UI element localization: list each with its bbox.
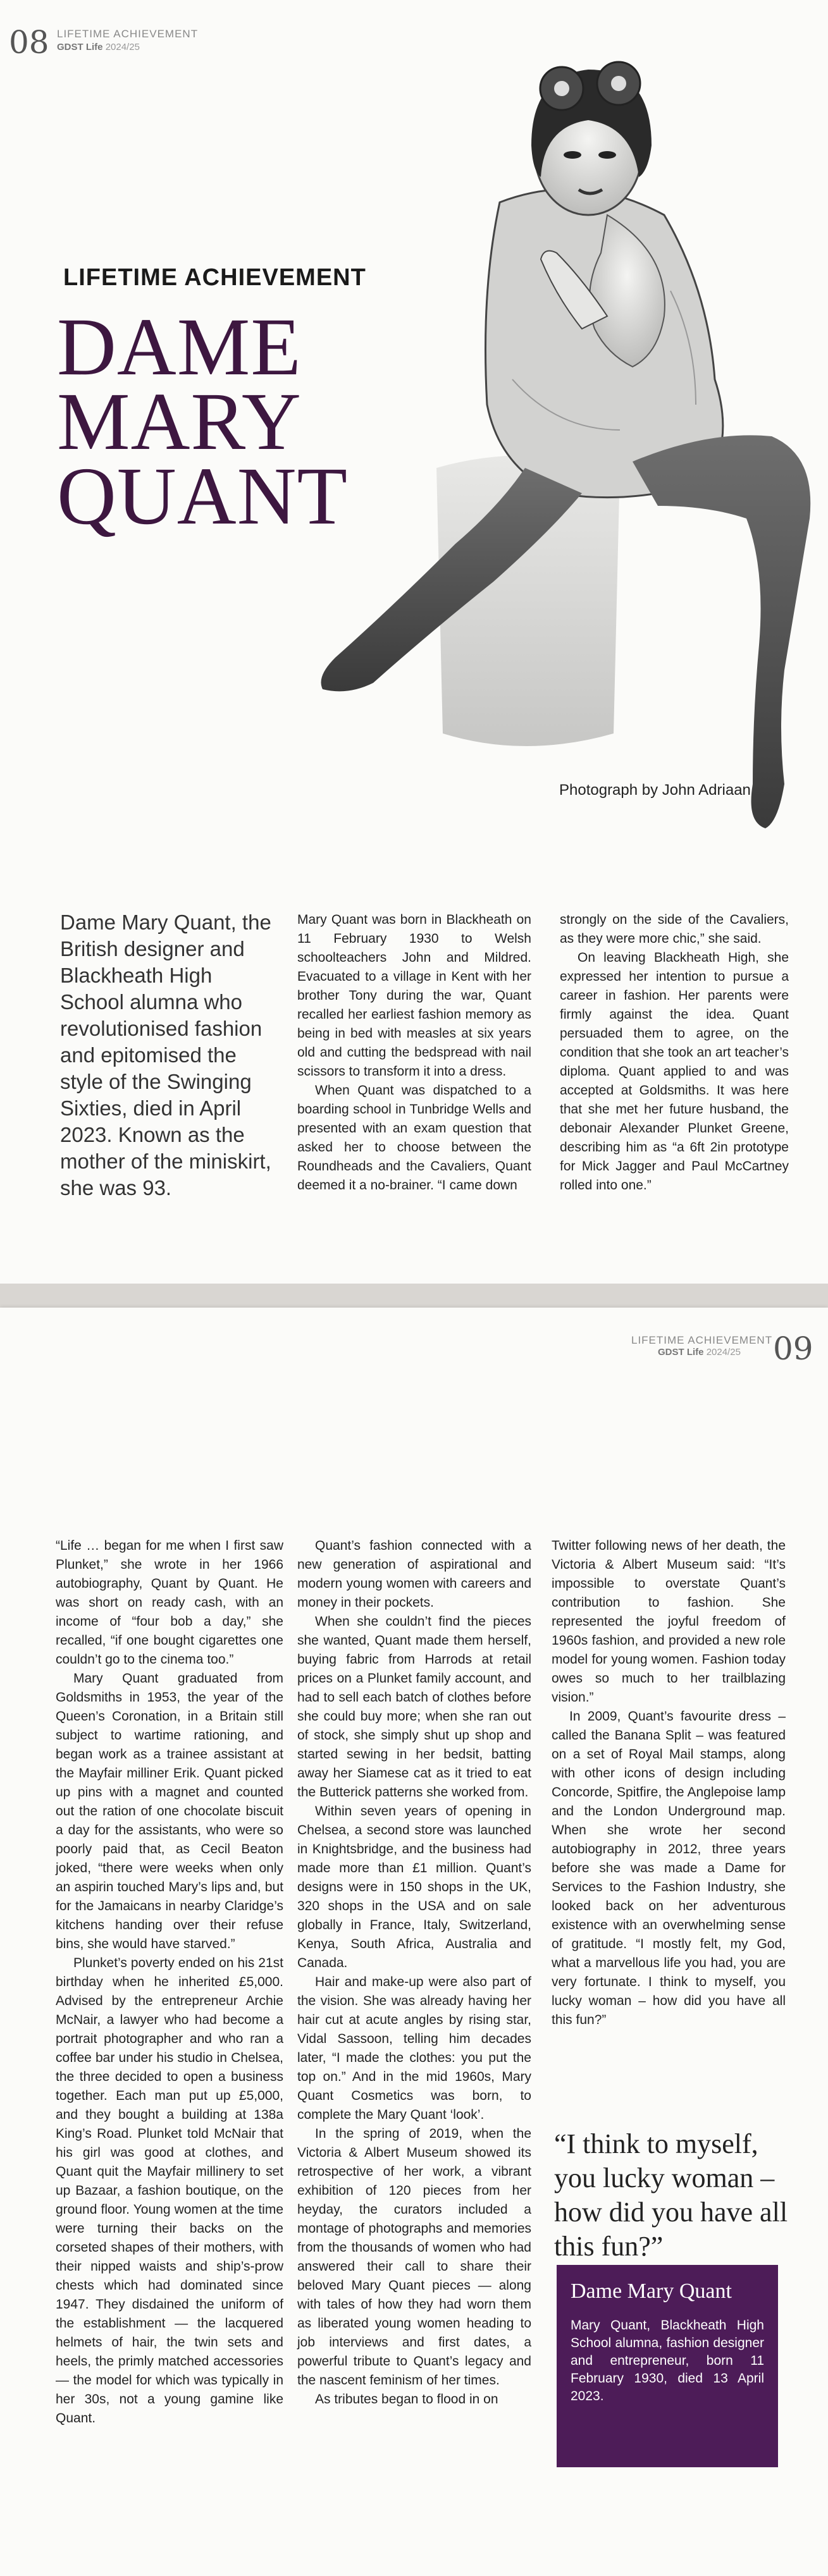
section-kicker: LIFETIME ACHIEVEMENT — [63, 264, 366, 291]
paragraph: Hair and make-up were also part of the vision. She was already having her hair cut at acute angles by rising star, Vidal Sassoon, telling him decades later, “I made the clothes: you put the top on.” And in the mid 1960s, Mary Quant Cosmetics was born, to complete the Mary Quant ‘look’. — [297, 1975, 531, 2122]
paragraph: In the spring of 2019, when the Victoria & Albert Museum showed its retrospective of her work, a vibrant exhibition of 120 pieces from her heyday, the curators included a montage of photographs and memories from the thousands of women who had answered their call to share their beloved Mary Quant pieces — along with tales of how they had worn them as liberated young women heading to job interviews and first dates, a powerful tribute to Quant’s legacy and the nascent feminism of her times. — [297, 2126, 531, 2388]
page-number: 08 — [9, 24, 49, 61]
info-box-text: Mary Quant, Blackheath High School alumna, fashion designer and entrepreneur, born 11 February 1930, died 13 April 2023. — [571, 2318, 764, 2403]
photo-credit: Photograph by John Adriaan — [559, 782, 751, 799]
headline-line-2: MARY — [57, 376, 302, 467]
headline-line-3: QUANT — [57, 451, 348, 542]
article-column-3 — [552, 1536, 786, 2030]
paragraph: Mary Quant was born in Blackheath on 11 February 1930 to Welsh schoolteachers John and Mildred. Evacuated to a village in Kent with her brother Tony during the war, Quant recalled her earliest fashion memory as being in bed with measles at six years old and cutting the bedspread with nail scissors to transform it into a dress. — [297, 912, 531, 1079]
info-box — [557, 2265, 778, 2467]
paragraph: Twitter following news of her death, the Victoria & Albert Museum said: “It’s impossible to overstate Quant’s contribution to fashion. She represented the joyful freedom of 1960s fashion, and provided a new role model for young women. Fashion today owes so much to her trailblazing vision.” — [552, 1538, 786, 1705]
running-header-title: LIFETIME ACHIEVEMENT — [631, 1334, 773, 1346]
article-column-2 — [297, 1536, 531, 2409]
info-box-title: Dame Mary Quant — [571, 2279, 732, 2303]
headline — [57, 302, 348, 542]
paragraph: Mary Quant graduated from Goldsmiths in 1953, the year of the Queen’s Coronation, in a Britain still subject to wartime rationing, and began work as a trainee assistant at the Mayfair milliner Erik. Quant picked up pins with a magnet and counted out the ration of one chocolate biscuit a day for the assistants, who were so poorly paid that, as Cecil Beaton joked, “there were weeks when only an aspirin touched Mary’s lips and, but for the Jamaicans in nearby Claridge’s kitchens handing over their refuse bins, she would have starved.” — [56, 1671, 283, 1951]
magazine-page-left — [0, 0, 828, 1284]
paragraph: Quant’s fashion connected with a new generation of aspirational and modern young women with careers and money in their pockets. — [297, 1538, 531, 1610]
publication-year: 2024/25 — [105, 42, 140, 52]
page-gutter — [0, 1284, 828, 1308]
paragraph: As tributes began to flood in on — [315, 2392, 498, 2407]
article-column-2 — [297, 911, 531, 1195]
paragraph: When she couldn’t find the pieces she wanted, Quant made them herself, buying fabric from Harrods at retail prices on a Plunket family account, and had to sell each batch of clothes before she could buy more; when she ran out of stock, she simply shut up shop and started sewing in her bedsit, batting away her Siamese cat as it tried to eat the Butterick patterns she worked from. — [297, 1614, 531, 1800]
headline-line-1: DAME — [57, 302, 302, 393]
paragraph: In 2009, Quant’s favourite dress – called the Banana Split – was featured on a set of Royal Mail stamps, along with other icons of design including Concorde, Spitfire, the Anglepoise lamp and the London Underground map. When she wrote her second autobiography in 2012, three years before she was made a Dame for Services to the Fashion Industry, she looked back on her adventurous existence with an overwhelming sense of gratitude. “I mostly felt, my God, what a marvellous life you had, you are very fortunate. I think to myself, you lucky woman – how did you have all this fun?” — [552, 1709, 786, 2027]
publication-name: GDST Life — [57, 42, 103, 52]
publication-year: 2024/25 — [706, 1347, 741, 1358]
running-header-publication — [658, 1347, 741, 1358]
standfirst: Dame Mary Quant, the British designer and Blackheath High School alumna who revolutionised fashion and epitomised the style of the Swinging Sixties, died in April 2023. Known as the mother of the miniskirt, she was 93. — [60, 911, 271, 1199]
page-number: 09 — [773, 1330, 813, 1367]
paragraph: “Life … began for me when I first saw Plunket,” she wrote in her 1966 autobiography, Quant by Quant. He was short on ready cash, with an income of “four bob a day,” she recalled, “if one bought cigarettes one couldn’t go to the cinema too.” — [56, 1538, 283, 1667]
paragraph: When Quant was dispatched to a boarding school in Tunbridge Wells and presented with an exam question that asked her to choose between the Roundheads and the Cavaliers, Quant deemed it a no-brainer. “I came down — [297, 1083, 531, 1193]
article-column-1 — [56, 1536, 283, 2428]
paragraph: strongly on the side of the Cavaliers, as they were more chic,” she said. — [560, 912, 789, 946]
running-header-publication — [57, 42, 140, 52]
publication-name: GDST Life — [658, 1347, 704, 1358]
pull-quote: “I think to myself, you lucky woman – how did you have all this fun?” — [554, 2128, 788, 2262]
paragraph: On leaving Blackheath High, she expressed her intention to pursue a career in fashion. Her parents were firmly against the idea. Quant persuaded them to agree, on the condition that she took an art teacher’s diploma. Quant applied to and was accepted at Goldsmiths. It was here that she met her future husband, the debonair Alexander Plunket Greene, describing him as “a 6ft 2in prototype for Mick Jagger and Paul McCartney rolled into one.” — [560, 950, 789, 1193]
paragraph: Within seven years of opening in Chelsea, a second store was launched in Knightsbridge, and the business had made more than £1 million. Quant’s designs were in 150 shops in the UK, 320 shops in the USA and on sale globally in France, Italy, Switzerland, Kenya, South Africa, Australia and Canada. — [297, 1804, 531, 1970]
running-header-title: LIFETIME ACHIEVEMENT — [57, 28, 199, 40]
paragraph: Plunket’s poverty ended on his 21st birthday when he inherited £5,000. Advised by the entrepreneur Archie McNair, a lawyer who had become a portrait photographer and who ran a coffee bar under his studio in Chelsea, the three decided to open a business together. Each man put up £5,000, and they bought a building at 138a King’s Road. Plunket told McNair that his girl was good at clothes, and Quant quit the Mayfair millinery to set up Bazaar, a fashion boutique, on the ground floor. Young women at the time were turning their backs on the corseted shapes of their mothers, with their nipped waists and ship’s-prow chests which had dominated since 1947. They disdained the uniform of the establishment — the lacquered helmets of hair, the twin sets and heels, the primly matched accessories — the model for which was typically in her 30s, not a young gamine like Quant. — [56, 1956, 283, 2426]
article-column-3 — [560, 911, 789, 1195]
